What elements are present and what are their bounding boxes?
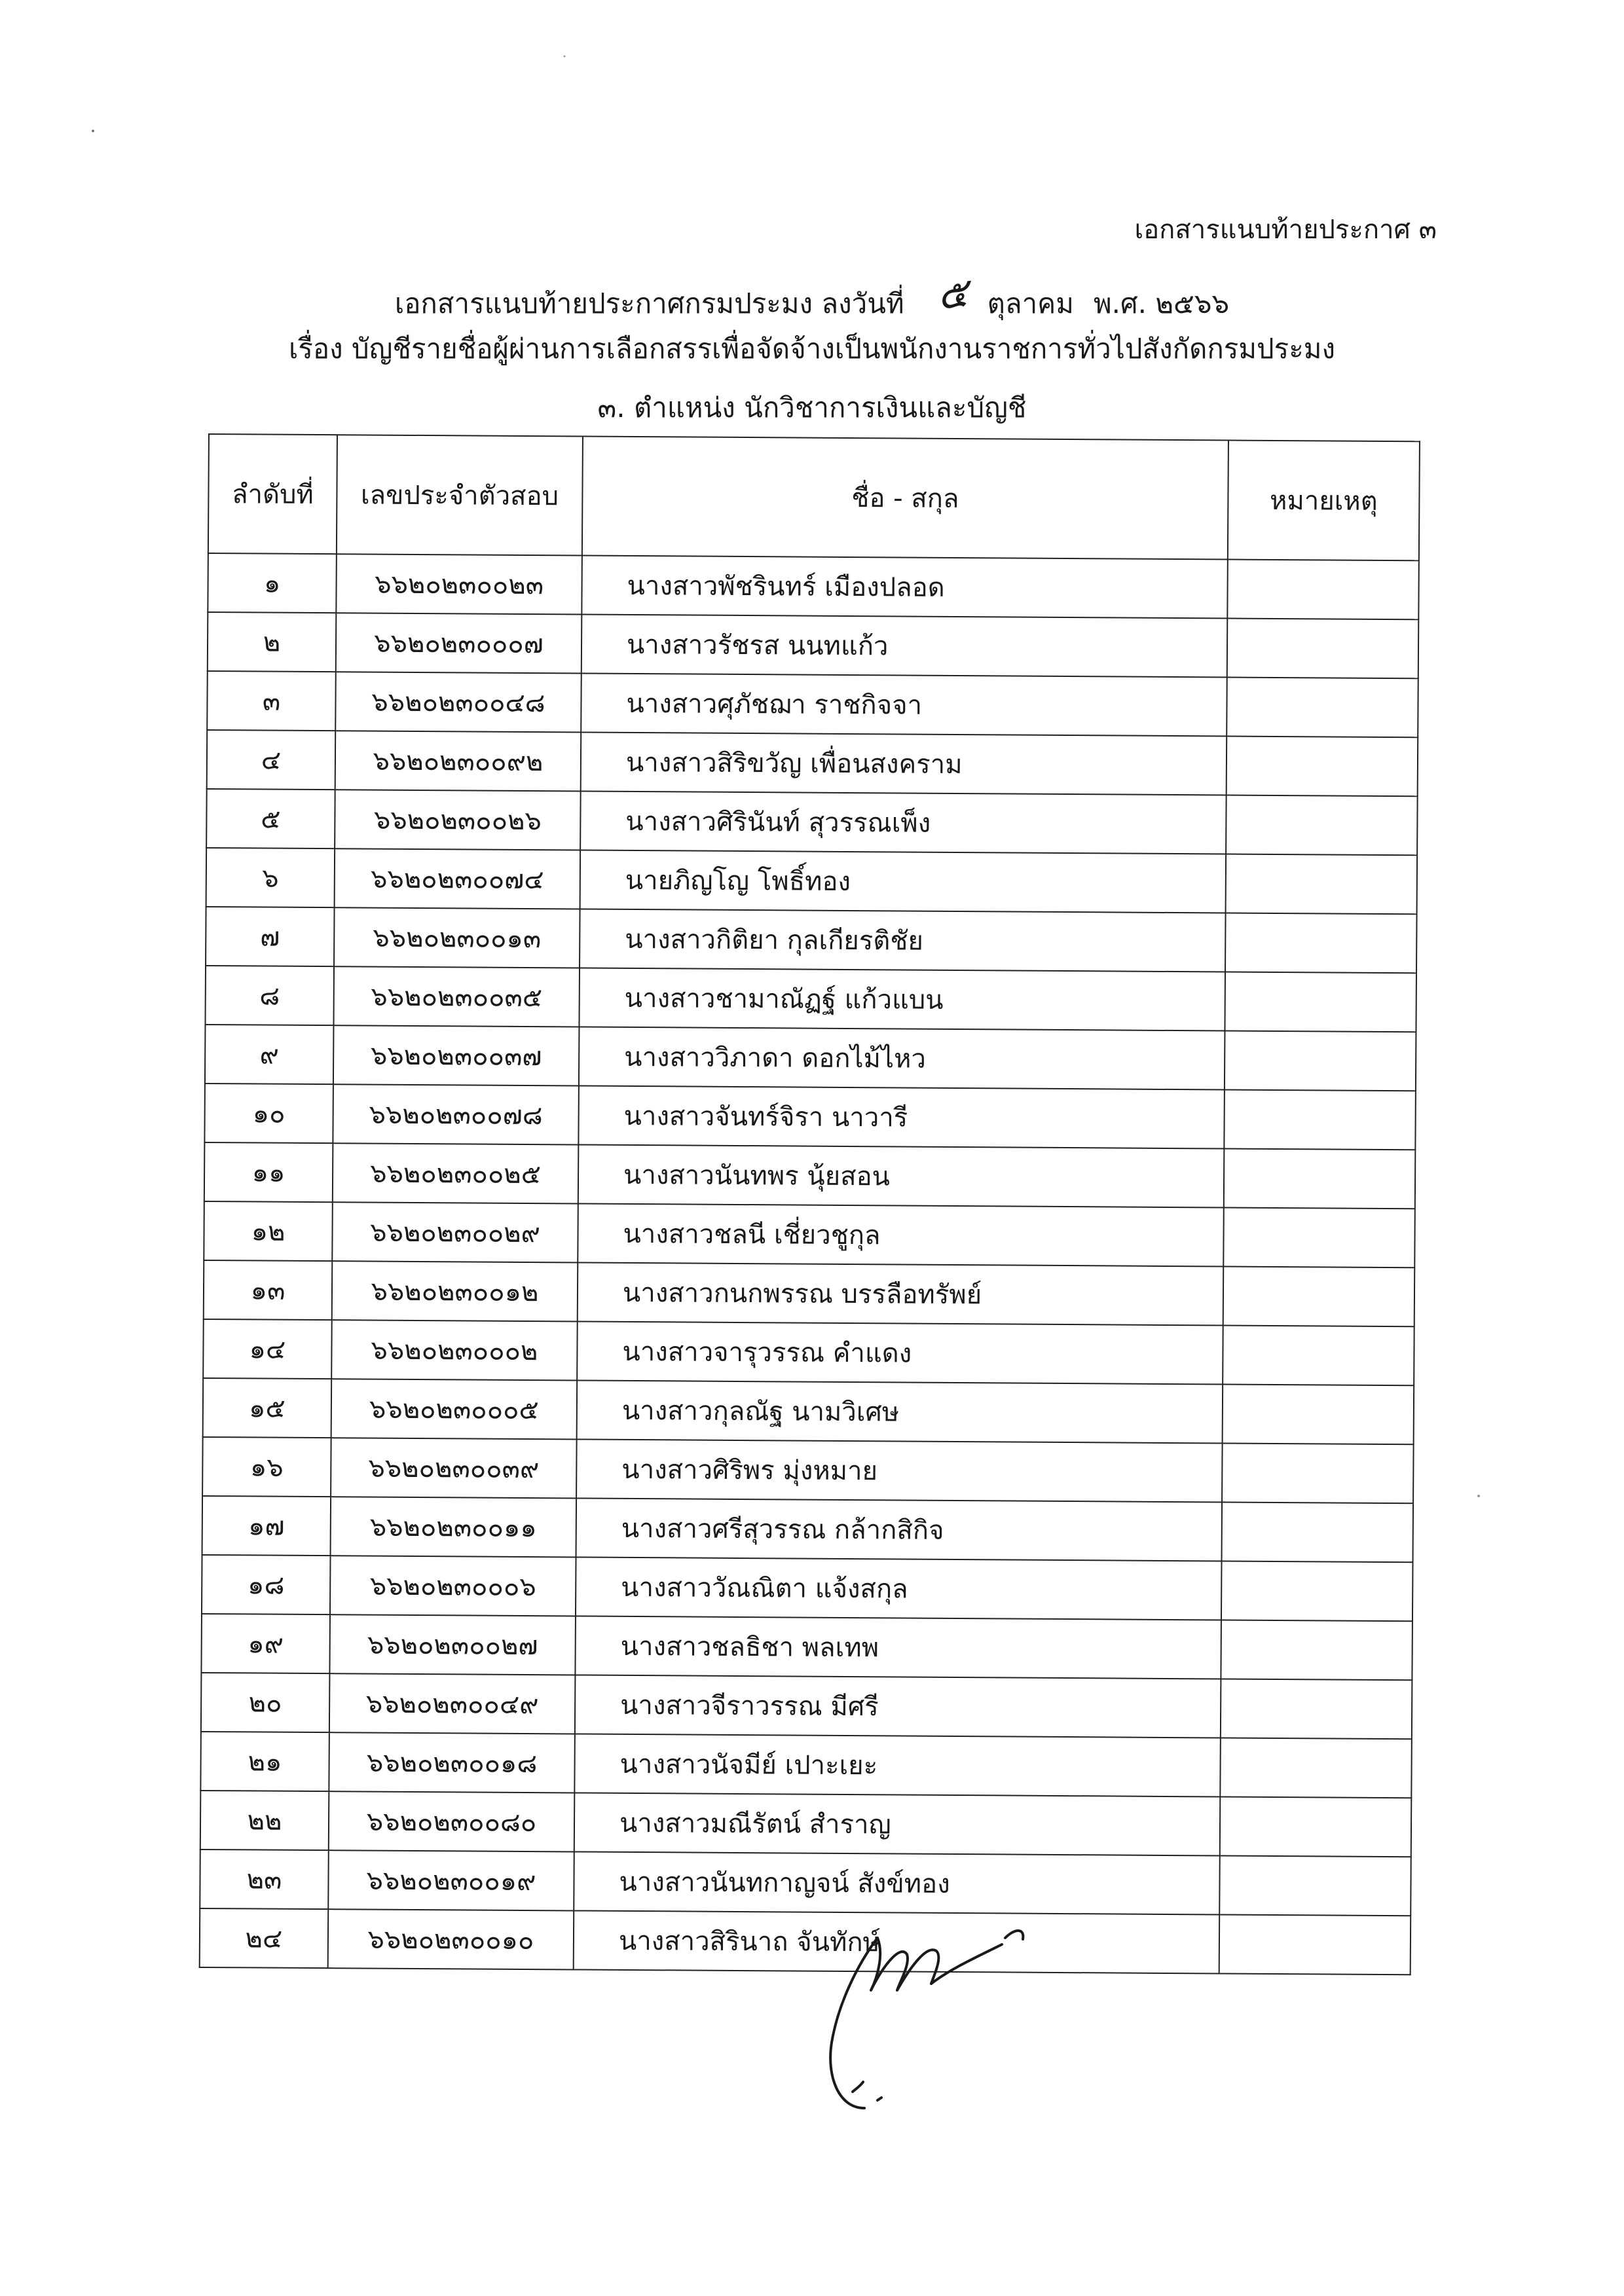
row-name: นางสาวสิรินาถ จันทักษ์ (574, 1910, 1220, 1973)
row-no: ๑๓ (204, 1260, 333, 1320)
row-exam-id: ๖๖๒๐๒๓๐๐๗๔ (335, 848, 581, 909)
row-exam-id: ๖๖๒๐๒๓๐๐๑๙ (328, 1850, 574, 1910)
row-name: นางสาวกิติยา กุลเกียรติชัย (580, 909, 1226, 972)
row-name: นางสาวสิริขวัญ เพื่อนสงคราม (581, 732, 1227, 795)
row-no: ๑๐ (204, 1084, 333, 1143)
row-exam-id: ๖๖๒๐๒๓๐๐๙๒ (335, 731, 581, 791)
header-note: หมายเหตุ (1228, 441, 1420, 561)
row-no: ๑ (208, 553, 337, 613)
header-exam-id: เลขประจำตัวสอบ (337, 435, 583, 555)
row-name: นางสาวกุลณัฐ นามวิเศษ (577, 1380, 1223, 1443)
row-exam-id: ๖๖๒๐๒๓๐๐๐๕ (331, 1379, 578, 1439)
row-no: ๒๐ (201, 1673, 330, 1732)
row-no: ๒๔ (200, 1908, 329, 1968)
row-name: นางสาวศุภัชฌา ราชกิจจา (581, 673, 1227, 736)
row-name: นางสาวนันทพร นุ้ยสอน (578, 1144, 1225, 1207)
announcement-year: พ.ศ. ๒๕๖๖ (1093, 287, 1230, 319)
row-no: ๙ (205, 1025, 334, 1084)
row-name: นางสาวรัชรส นนทแก้ว (581, 614, 1228, 677)
row-name: นางสาววัณณิตา แจ้งสกุล (576, 1557, 1222, 1620)
row-no: ๒ (208, 612, 337, 672)
row-no: ๑๗ (202, 1496, 331, 1556)
row-no: ๑๕ (203, 1378, 332, 1438)
row-name: นางสาวพัชรินทร์ เมืองปลอด (581, 555, 1228, 618)
row-exam-id: ๖๖๒๐๒๓๐๐๑๑ (331, 1497, 577, 1557)
row-no: ๔ (207, 730, 336, 790)
row-no: ๘ (205, 966, 334, 1025)
row-name: นางสาวศิริพร มุ่งหมาย (576, 1439, 1223, 1502)
row-name: นางสาวกนกพรรณ บรรลือทรัพย์ (578, 1262, 1224, 1325)
row-no: ๖ (206, 848, 335, 907)
row-exam-id: ๖๖๒๐๒๓๐๐๓๙ (331, 1438, 577, 1498)
header-name: ชื่อ - สกุล (582, 436, 1228, 559)
row-exam-id: ๖๖๒๐๒๓๐๐๑๘ (329, 1732, 575, 1793)
handwritten-day: ๕ (934, 268, 970, 319)
row-exam-id: ๖๖๒๐๒๓๐๐๓๕ (333, 966, 580, 1027)
row-no: ๒๓ (200, 1850, 329, 1909)
document-subject: เรื่อง บัญชีรายชื่อผู้ผ่านการเลือกสรรเพื่อจัดจ้างเป็นพนักงานราชการทั่วไปสังกัดกรมประมง (289, 333, 1335, 365)
row-exam-id: ๖๖๒๐๒๓๐๐๒๙ (332, 1202, 578, 1262)
row-name: นางสาวชลธิชา พลเทพ (575, 1616, 1221, 1679)
row-exam-id: ๖๖๒๐๒๓๐๐๐๖ (330, 1556, 576, 1616)
row-no: ๒๒ (200, 1791, 329, 1850)
row-name: นางสาวศิรินันท์ สุวรรณเพ็ง (580, 791, 1227, 854)
row-exam-id: ๖๖๒๐๒๓๐๐๑๓ (334, 907, 580, 968)
row-name: นางสาวชามาณัฏฐ์ แก้วแบน (579, 968, 1225, 1030)
row-exam-id: ๖๖๒๐๒๓๐๐๗๘ (333, 1084, 579, 1144)
row-exam-id: ๖๖๒๐๒๓๐๐๒๖ (335, 790, 581, 850)
row-exam-id: ๖๖๒๐๒๓๐๐๔๙ (329, 1673, 576, 1734)
row-name: นางสาวจารุวรรณ คำแดง (577, 1321, 1223, 1384)
row-exam-id: ๖๖๒๐๒๓๐๐๓๗ (333, 1025, 580, 1085)
row-exam-id: ๖๖๒๐๒๓๐๐๘๐ (329, 1791, 575, 1851)
row-no: ๑๔ (203, 1319, 332, 1379)
row-name: นางสาวนันทกาญจน์ สังข์ทอง (574, 1851, 1220, 1914)
row-no: ๑๘ (202, 1555, 331, 1614)
row-no: ๑๒ (204, 1201, 333, 1261)
row-no: ๓ (207, 671, 336, 731)
row-exam-id: ๖๖๒๐๒๓๐๐๑๒ (332, 1261, 578, 1321)
header-no: ลำดับที่ (208, 434, 337, 554)
row-no: ๒๑ (200, 1732, 329, 1791)
row-exam-id: ๖๖๒๐๒๓๐๐๔๘ (335, 672, 581, 732)
announcement-prefix: เอกสารแนบท้ายประกาศกรมประมง ลงวันที่ (394, 287, 904, 319)
row-exam-id: ๖๖๒๐๒๓๐๐๒๗ (329, 1614, 576, 1675)
row-name: นางสาวศรีสุวรรณ กล้ากสิกิจ (576, 1498, 1223, 1561)
row-name: นางสาววิภาดา ดอกไม้ไหว (579, 1027, 1225, 1089)
row-exam-id: ๖๖๒๐๒๓๐๐๒๓ (336, 554, 582, 614)
row-exam-id: ๖๖๒๐๒๓๐๐๒๕ (333, 1143, 579, 1203)
row-name: นางสาวมณีรัตน์ สำราญ (574, 1793, 1221, 1855)
row-no: ๗ (206, 907, 335, 966)
row-name: นายภิญโญ โพธิ์ทอง (580, 850, 1227, 913)
row-name: นางสาวจันทร์จิรา นาวารี (578, 1085, 1225, 1148)
announcement-month: ตุลาคม (987, 287, 1074, 319)
document-reference: เอกสารแนบท้ายประกาศ ๓ (1134, 215, 1437, 245)
row-name: นางสาวนัจมีย์ เปาะเยะ (574, 1734, 1221, 1796)
row-exam-id: ๖๖๒๐๒๓๐๐๐๗ (336, 613, 582, 673)
row-no: ๑๑ (204, 1142, 333, 1202)
row-exam-id: ๖๖๒๐๒๓๐๐๑๐ (328, 1909, 574, 1969)
row-name: นางสาวชลนี เชี่ยวชูกุล (578, 1203, 1224, 1266)
row-no: ๑๙ (201, 1614, 330, 1673)
row-no: ๑๖ (202, 1437, 331, 1497)
position-title: ๓. ตำแหน่ง นักวิชาการเงินและบัญชี (597, 392, 1027, 424)
row-exam-id: ๖๖๒๐๒๓๐๐๐๒ (331, 1320, 578, 1380)
row-name: นางสาวจีราวรรณ มีศรี (575, 1675, 1221, 1738)
row-no: ๕ (206, 789, 335, 848)
